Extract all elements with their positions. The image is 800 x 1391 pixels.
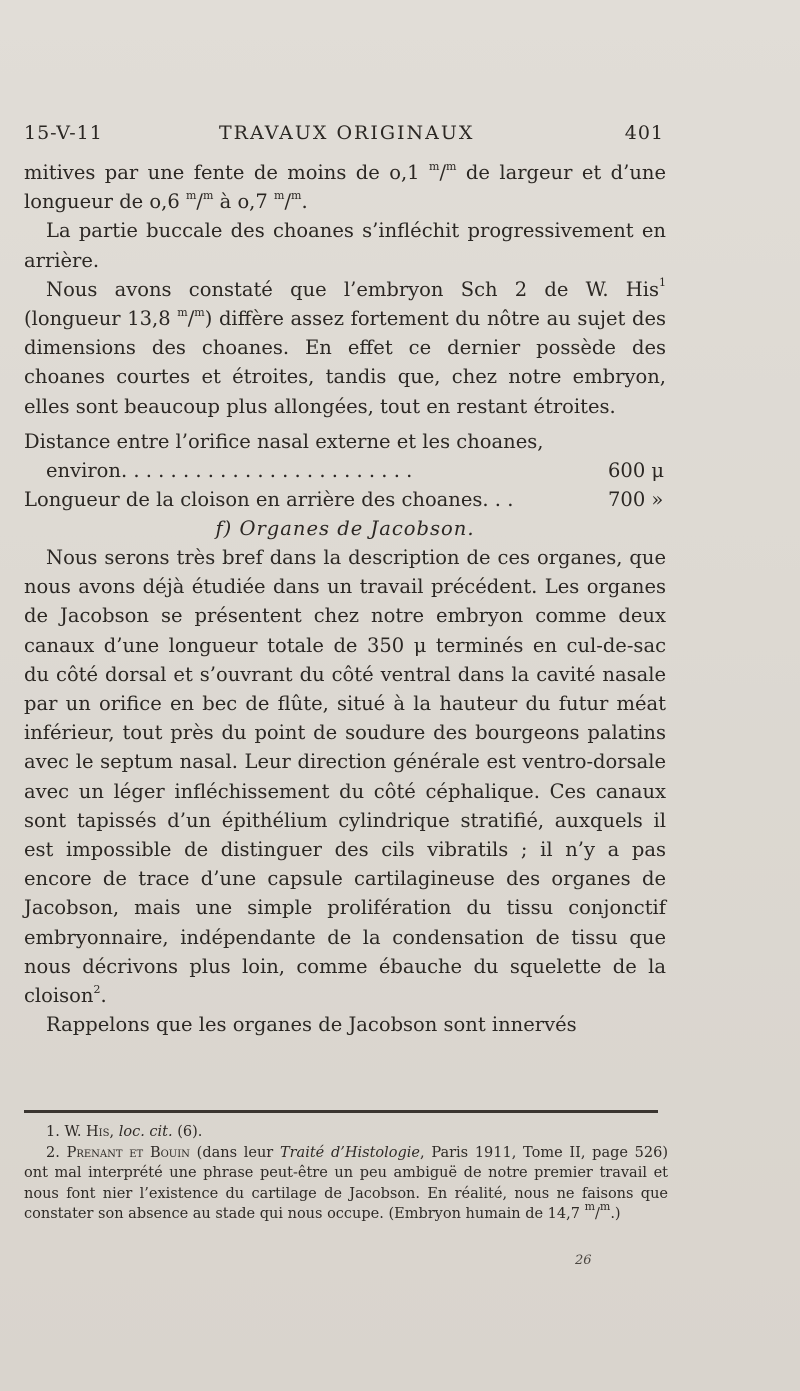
- running-header: [24, 122, 664, 152]
- paragraph-2: La partie buccale des choanes s’infléchit progressivement en arrière.: [24, 219, 666, 272]
- footnotes: [24, 1122, 668, 1225]
- main-text: [24, 158, 666, 1039]
- header-title: TRAVAUX ORIGINAUX: [219, 122, 475, 144]
- table-row: [24, 456, 666, 485]
- footnote-2: 2. Prenant et Bouin (dans leur Traité d’Histologie, Paris 1911, Tome II, page 526) ont mal interprété une phrase peut-être un peu ambiguë de notre premier travail et nous font nier l’existence du cartilage de Jacobson. En réalité, nous ne faisons que constater son absence au stade qui nous occupe. (Embryon humain de 14,7 $^m$/$^m$.): [24, 1144, 668, 1222]
- table-label: Distance entre l’orifice nasal externe et les choanes,: [24, 429, 544, 453]
- table-row: [24, 427, 666, 456]
- paragraph-5: Rappelons que les organes de Jacobson sont innervés: [46, 1013, 577, 1037]
- signature-mark: 26: [575, 1253, 592, 1268]
- table-label: environ. . . . . . . . . . . . . . . . . . . . . . . .: [46, 458, 413, 482]
- measurements-table: [24, 427, 666, 514]
- footnote-ref: 1: [659, 276, 666, 290]
- footnote-divider: [24, 1110, 658, 1113]
- section-heading: f) Organes de Jacobson.: [215, 516, 475, 540]
- table-label: Longueur de la cloison en arrière des choanes. . .: [24, 487, 514, 511]
- table-row: [24, 485, 666, 514]
- table-value: 700 »: [608, 487, 664, 511]
- page-number: 401: [624, 122, 664, 144]
- header-date: 15-V-11: [24, 122, 103, 144]
- table-value: 600 μ: [608, 458, 665, 482]
- footnote-1: 1. W. His, loc. cit. (6).: [46, 1124, 203, 1140]
- paragraph-1: mitives par une fente de moins de o,1 $^m$/$^m$ de largeur et d’une longueur de o,6 $^m$/$^m$ à o,7 $^m$/$^m$.: [24, 159, 666, 214]
- paragraph-4: Nous serons très bref dans la description de ces organes, que nous avons déjà étudiée dans un travail précédent. Les organes de Jacobson se présentent chez notre embryon comme deux canaux d’une longueur totale de 350 μ terminés en cul-de-sac du côté dorsal et s’ouvrant du côté ventral dans la cavité nasale par un orifice en bec de flûte, situé à la hauteur du futur méat inférieur, tout près du point de soudure des bourgeons palatins avec le septum nasal. Leur direction générale est ventro-dorsale avec un léger infléchissement du côté céphalique. Ces canaux sont tapissés d’un épithélium cylindrique stratifié, auxquels il est impossible de distinguer des cils vibratils ; il n’y a pas encore de trace d’une capsule cartilagineuse des organes de Jacobson, mais une simple prolifération du tissu conjonctif embryonnaire, indépendante de la condensation de tissu que nous décrivons plus loin, comme ébauche du squelette de la cloison$^2$.: [24, 546, 666, 1008]
- footnote-ref: 2: [93, 982, 101, 996]
- paragraph-3: Nous avons constaté que l’embryon Sch 2 de W. His$^1$ (longueur 13,8 $^m$/$^m$) diffère assez fortement du nôtre au sujet des dimensions des choanes. En effet ce dernier possède des choanes courtes et étroites, tandis que, chez notre embryon, elles sont beaucoup plus allongées, tout en restant étroites.: [24, 276, 667, 418]
